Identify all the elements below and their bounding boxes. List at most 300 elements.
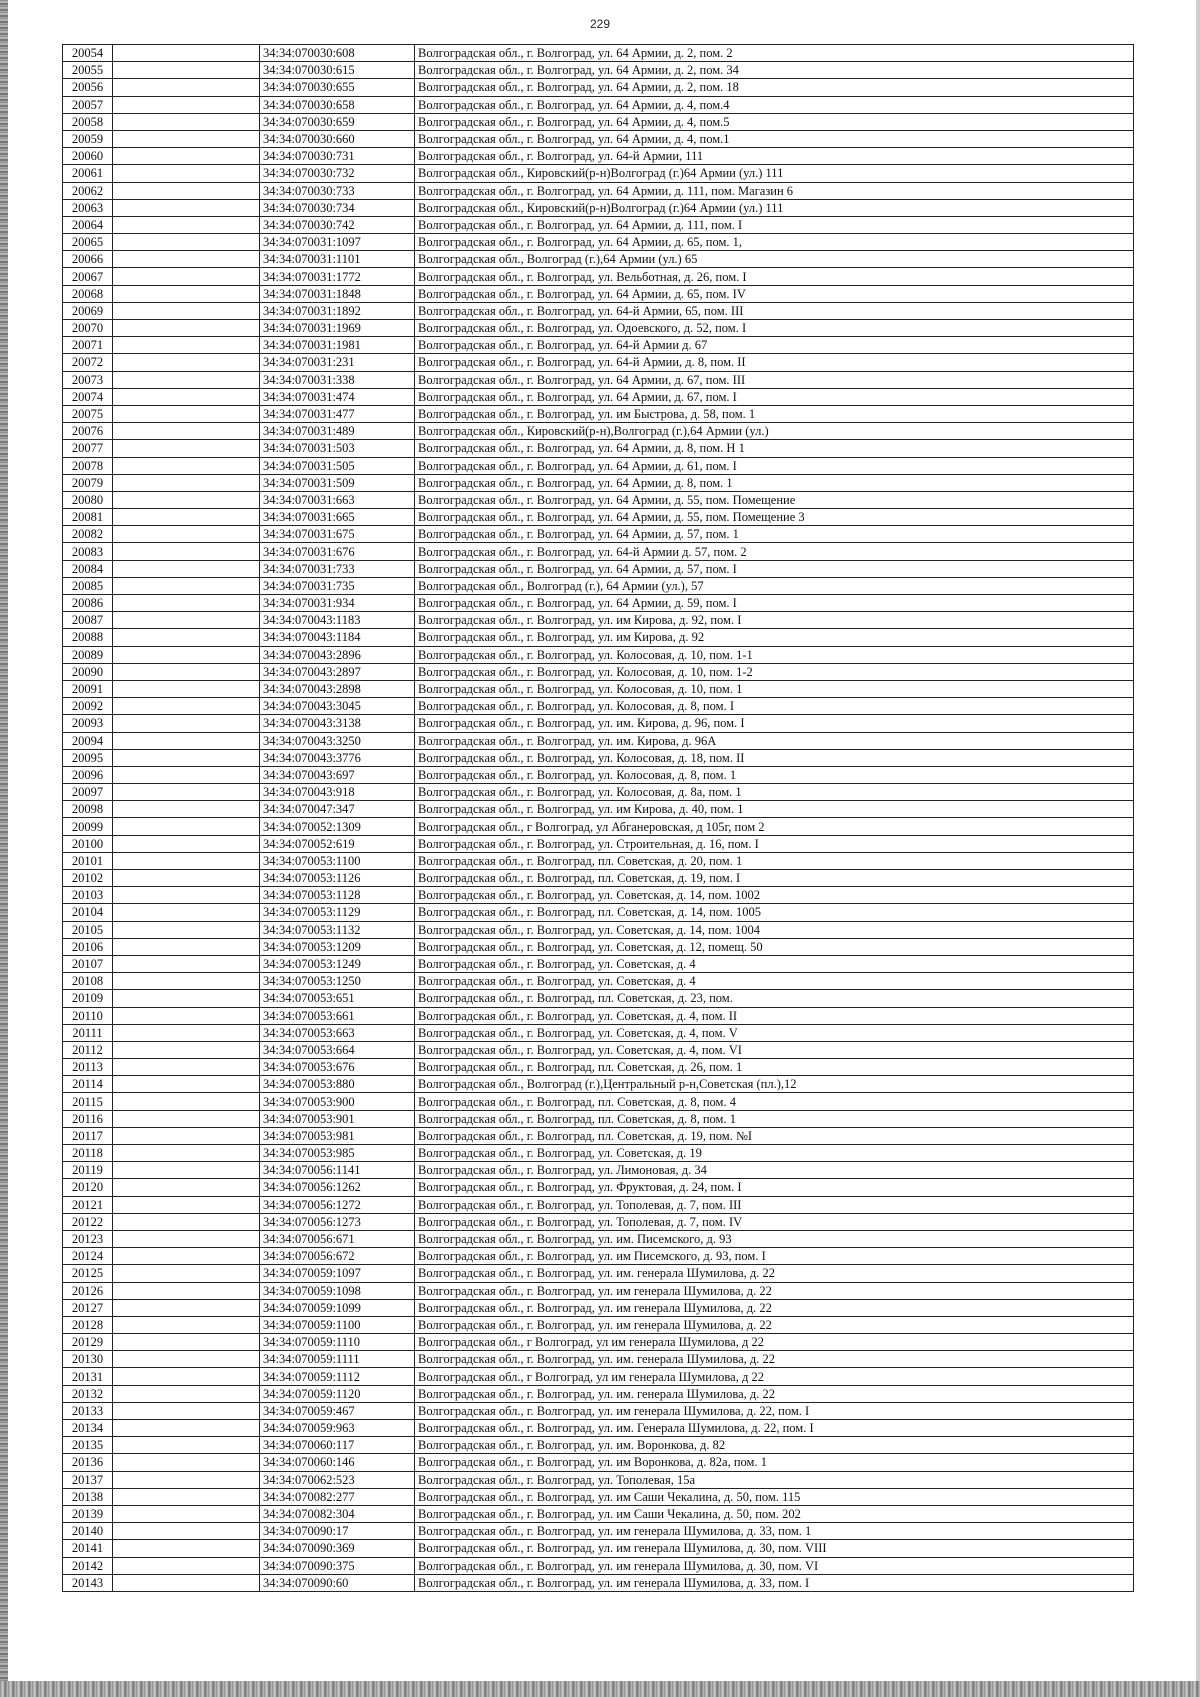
cadastral-number-cell: 34:34:070056:671 — [260, 1230, 415, 1247]
address-cell: Волгоградская обл., г. Волгоград, ул. Колосовая, д. 8, пом. 1 — [415, 766, 1134, 783]
empty-cell — [113, 1488, 260, 1505]
cadastral-number-cell: 34:34:070031:477 — [260, 405, 415, 422]
table-row — [63, 302, 1134, 319]
row-number-cell: 20111 — [63, 1024, 113, 1041]
address-cell: Волгоградская обл., г. Волгоград, ул. Советская, д. 4 — [415, 973, 1134, 990]
cadastral-number-cell: 34:34:070053:676 — [260, 1059, 415, 1076]
address-cell: Волгоградская обл., г. Волгоград, ул. Колосовая, д. 10, пом. 1-2 — [415, 663, 1134, 680]
row-number-cell: 20108 — [63, 973, 113, 990]
address-cell: Волгоградская обл., г. Волгоград, ул. им генерала Шумилова, д. 33, пом. 1 — [415, 1523, 1134, 1540]
row-number-cell: 20133 — [63, 1402, 113, 1419]
cadastral-number-cell: 34:34:070056:1273 — [260, 1213, 415, 1230]
empty-cell — [113, 784, 260, 801]
empty-cell — [113, 1196, 260, 1213]
empty-cell — [113, 1316, 260, 1333]
cadastral-number-cell: 34:34:070031:1101 — [260, 251, 415, 268]
table-row — [63, 1402, 1134, 1419]
cadastral-number-cell: 34:34:070059:1120 — [260, 1385, 415, 1402]
table-row — [63, 45, 1134, 62]
empty-cell — [113, 148, 260, 165]
row-number-cell: 20117 — [63, 1127, 113, 1144]
table-row — [63, 1024, 1134, 1041]
address-cell: Волгоградская обл., г. Волгоград, ул. 64 Армии, д. 4, пом.1 — [415, 130, 1134, 147]
row-number-cell: 20127 — [63, 1299, 113, 1316]
address-cell: Волгоградская обл., г. Волгоград, ул. 64 Армии, д. 111, пом. I — [415, 216, 1134, 233]
row-number-cell: 20121 — [63, 1196, 113, 1213]
table-row — [63, 148, 1134, 165]
cadastral-number-cell: 34:34:070053:1126 — [260, 870, 415, 887]
cadastral-number-cell: 34:34:070030:658 — [260, 96, 415, 113]
address-cell: Волгоградская обл., г. Волгоград, ул. Советская, д. 14, пом. 1004 — [415, 921, 1134, 938]
table-row — [63, 1334, 1134, 1351]
row-number-cell: 20088 — [63, 629, 113, 646]
empty-cell — [113, 1179, 260, 1196]
cadastral-number-cell: 34:34:070059:1097 — [260, 1265, 415, 1282]
address-cell: Волгоградская обл., г. Волгоград, пл. Советская, д. 8, пом. 4 — [415, 1093, 1134, 1110]
empty-cell — [113, 612, 260, 629]
table-row — [63, 320, 1134, 337]
row-number-cell: 20106 — [63, 938, 113, 955]
table-row — [63, 79, 1134, 96]
address-cell: Волгоградская обл., г. Волгоград, ул. им. Воронкова, д. 82 — [415, 1437, 1134, 1454]
empty-cell — [113, 1041, 260, 1058]
empty-cell — [113, 216, 260, 233]
table-row — [63, 1076, 1134, 1093]
table-row — [63, 423, 1134, 440]
cadastral-number-cell: 34:34:070090:375 — [260, 1557, 415, 1574]
address-cell: Волгоградская обл., г. Волгоград, ул. 64 Армии, д. 65, пом. 1, — [415, 234, 1134, 251]
cadastral-number-cell: 34:34:070060:146 — [260, 1454, 415, 1471]
cadastral-number-cell: 34:34:070053:900 — [260, 1093, 415, 1110]
row-number-cell: 20072 — [63, 354, 113, 371]
address-cell: Волгоградская обл., г. Волгоград, ул. Колосовая, д. 8, пом. I — [415, 698, 1134, 715]
address-cell: Волгоградская обл., г. Волгоград, ул. Советская, д. 4, пом. V — [415, 1024, 1134, 1041]
table-row — [63, 491, 1134, 508]
table-row — [63, 251, 1134, 268]
address-cell: Волгоградская обл., г. Волгоград, пл. Советская, д. 19, пом. №I — [415, 1127, 1134, 1144]
table-row — [63, 680, 1134, 697]
cadastral-number-cell: 34:34:070030:731 — [260, 148, 415, 165]
table-row — [63, 938, 1134, 955]
row-number-cell: 20095 — [63, 749, 113, 766]
row-number-cell: 20109 — [63, 990, 113, 1007]
cadastral-number-cell: 34:34:070043:2897 — [260, 663, 415, 680]
cadastral-number-cell: 34:34:070030:742 — [260, 216, 415, 233]
address-cell: Волгоградская обл., г. Волгоград, ул. им. генерала Шумилова, д. 22 — [415, 1385, 1134, 1402]
empty-cell — [113, 1248, 260, 1265]
registry-table — [62, 44, 1134, 1592]
cadastral-number-cell: 34:34:070031:509 — [260, 474, 415, 491]
cadastral-number-cell: 34:34:070059:1100 — [260, 1316, 415, 1333]
cadastral-number-cell: 34:34:070031:1097 — [260, 234, 415, 251]
address-cell: Волгоградская обл., г. Волгоград, ул. Советская, д. 14, пом. 1002 — [415, 887, 1134, 904]
row-number-cell: 20060 — [63, 148, 113, 165]
scan-edge-bottom — [0, 1681, 1200, 1697]
table-row — [63, 543, 1134, 560]
row-number-cell: 20112 — [63, 1041, 113, 1058]
row-number-cell: 20140 — [63, 1523, 113, 1540]
address-cell: Волгоградская обл., г. Волгоград, ул. 64 Армии, д. 2, пом. 18 — [415, 79, 1134, 96]
empty-cell — [113, 629, 260, 646]
address-cell: Волгоградская обл., г. Волгоград, ул. им Воронкова, д. 82а, пом. 1 — [415, 1454, 1134, 1471]
empty-cell — [113, 818, 260, 835]
cadastral-number-cell: 34:34:070030:733 — [260, 182, 415, 199]
row-number-cell: 20055 — [63, 62, 113, 79]
table-row — [63, 1420, 1134, 1437]
row-number-cell: 20136 — [63, 1454, 113, 1471]
empty-cell — [113, 921, 260, 938]
row-number-cell: 20129 — [63, 1334, 113, 1351]
row-number-cell: 20066 — [63, 251, 113, 268]
row-number-cell: 20081 — [63, 509, 113, 526]
empty-cell — [113, 1162, 260, 1179]
cadastral-number-cell: 34:34:070031:474 — [260, 388, 415, 405]
empty-cell — [113, 870, 260, 887]
row-number-cell: 20079 — [63, 474, 113, 491]
cadastral-number-cell: 34:34:070053:664 — [260, 1041, 415, 1058]
cadastral-number-cell: 34:34:070030:660 — [260, 130, 415, 147]
cadastral-number-cell: 34:34:070053:1250 — [260, 973, 415, 990]
empty-cell — [113, 1471, 260, 1488]
empty-cell — [113, 423, 260, 440]
address-cell: Волгоградская обл., г. Волгоград, ул. 64 Армии, д. 57, пом. 1 — [415, 526, 1134, 543]
table-row — [63, 1162, 1134, 1179]
row-number-cell: 20086 — [63, 595, 113, 612]
address-cell: Волгоградская обл., г. Волгоград, ул. Вельботная, д. 26, пом. I — [415, 268, 1134, 285]
cadastral-number-cell: 34:34:070043:1183 — [260, 612, 415, 629]
row-number-cell: 20113 — [63, 1059, 113, 1076]
cadastral-number-cell: 34:34:070030:659 — [260, 113, 415, 130]
table-row — [63, 904, 1134, 921]
table-row — [63, 182, 1134, 199]
address-cell: Волгоградская обл., г. Волгоград, пл. Советская, д. 26, пом. 1 — [415, 1059, 1134, 1076]
address-cell: Волгоградская обл., г. Волгоград, ул. 64 Армии, д. 2, пом. 34 — [415, 62, 1134, 79]
address-cell: Волгоградская обл., г. Волгоград, ул. 64 Армии, д. 67, пом. III — [415, 371, 1134, 388]
table-row — [63, 595, 1134, 612]
table-row — [63, 337, 1134, 354]
cadastral-number-cell: 34:34:070053:901 — [260, 1110, 415, 1127]
table-row — [63, 1179, 1134, 1196]
table-row — [63, 852, 1134, 869]
empty-cell — [113, 1540, 260, 1557]
cadastral-number-cell: 34:34:070043:3776 — [260, 749, 415, 766]
table-row — [63, 268, 1134, 285]
row-number-cell: 20104 — [63, 904, 113, 921]
address-cell: Волгоградская обл., г. Волгоград, ул. Колосовая, д. 18, пом. II — [415, 749, 1134, 766]
empty-cell — [113, 388, 260, 405]
cadastral-number-cell: 34:34:070030:615 — [260, 62, 415, 79]
cadastral-number-cell: 34:34:070053:1100 — [260, 852, 415, 869]
table-row — [63, 1145, 1134, 1162]
address-cell: Волгоградская обл., г. Волгоград, ул. 64 Армии, д. 55, пом. Помещение 3 — [415, 509, 1134, 526]
address-cell: Волгоградская обл., г. Волгоград, ул. им Кирова, д. 92, пом. I — [415, 612, 1134, 629]
table-row — [63, 1265, 1134, 1282]
table-row — [63, 440, 1134, 457]
address-cell: Волгоградская обл., г. Волгоград, ул. 64-й Армии д. 67 — [415, 337, 1134, 354]
row-number-cell: 20064 — [63, 216, 113, 233]
empty-cell — [113, 955, 260, 972]
table-row — [63, 1454, 1134, 1471]
address-cell: Волгоградская обл., г. Волгоград, ул. им генерала Шумилова, д. 30, пом. VIII — [415, 1540, 1134, 1557]
address-cell: Волгоградская обл., г. Волгоград, ул. Советская, д. 19 — [415, 1145, 1134, 1162]
cadastral-number-cell: 34:34:070031:489 — [260, 423, 415, 440]
cadastral-number-cell: 34:34:070030:608 — [260, 45, 415, 62]
row-number-cell: 20065 — [63, 234, 113, 251]
cadastral-number-cell: 34:34:070090:60 — [260, 1574, 415, 1591]
address-cell: Волгоградская обл., г. Волгоград, ул. им Кирова, д. 92 — [415, 629, 1134, 646]
cadastral-number-cell: 34:34:070043:3045 — [260, 698, 415, 715]
table-row — [63, 405, 1134, 422]
cadastral-number-cell: 34:34:070053:880 — [260, 1076, 415, 1093]
table-row — [63, 285, 1134, 302]
empty-cell — [113, 354, 260, 371]
address-cell: Волгоградская обл., г. Волгоград, ул. 64 Армии, д. 57, пом. I — [415, 560, 1134, 577]
empty-cell — [113, 320, 260, 337]
cadastral-number-cell: 34:34:070059:1111 — [260, 1351, 415, 1368]
row-number-cell: 20142 — [63, 1557, 113, 1574]
row-number-cell: 20107 — [63, 955, 113, 972]
address-cell: Волгоградская обл., г. Волгоград, ул. 64-й Армии, 111 — [415, 148, 1134, 165]
page-number: 229 — [589, 17, 611, 31]
empty-cell — [113, 474, 260, 491]
address-cell: Волгоградская обл., г. Волгоград, ул. 64-й Армии д. 57, пом. 2 — [415, 543, 1134, 560]
row-number-cell: 20098 — [63, 801, 113, 818]
empty-cell — [113, 904, 260, 921]
address-cell: Волгоградская обл., г. Волгоград, ул. Советская, д. 4, пом. VI — [415, 1041, 1134, 1058]
table-row — [63, 955, 1134, 972]
table-row — [63, 1574, 1134, 1591]
row-number-cell: 20068 — [63, 285, 113, 302]
address-cell: Волгоградская обл., г. Волгоград, ул. 64-й Армии, 65, пом. III — [415, 302, 1134, 319]
address-cell: Волгоградская обл., г. Волгоград, ул. Лимоновая, д. 34 — [415, 1162, 1134, 1179]
row-number-cell: 20105 — [63, 921, 113, 938]
address-cell: Волгоградская обл., г. Волгоград, ул. 64 Армии, д. 8, пом. Н 1 — [415, 440, 1134, 457]
empty-cell — [113, 1265, 260, 1282]
empty-cell — [113, 1093, 260, 1110]
empty-cell — [113, 852, 260, 869]
table-row — [63, 870, 1134, 887]
row-number-cell: 20057 — [63, 96, 113, 113]
empty-cell — [113, 285, 260, 302]
cadastral-number-cell: 34:34:070082:277 — [260, 1488, 415, 1505]
empty-cell — [113, 1024, 260, 1041]
row-number-cell: 20054 — [63, 45, 113, 62]
table-row — [63, 1557, 1134, 1574]
empty-cell — [113, 45, 260, 62]
cadastral-number-cell: 34:34:070053:981 — [260, 1127, 415, 1144]
table-row — [63, 732, 1134, 749]
table-row — [63, 1127, 1134, 1144]
row-number-cell: 20110 — [63, 1007, 113, 1024]
row-number-cell: 20070 — [63, 320, 113, 337]
empty-cell — [113, 1059, 260, 1076]
cadastral-number-cell: 34:34:070031:675 — [260, 526, 415, 543]
table-row — [63, 1488, 1134, 1505]
address-cell: Волгоградская обл., г. Волгоград, ул. им Саши Чекалина, д. 50, пом. 115 — [415, 1488, 1134, 1505]
cadastral-number-cell: 34:34:070031:1848 — [260, 285, 415, 302]
address-cell: Волгоградская обл., г. Волгоград, ул. им генерала Шумилова, д. 30, пом. VI — [415, 1557, 1134, 1574]
empty-cell — [113, 749, 260, 766]
empty-cell — [113, 766, 260, 783]
table-row — [63, 62, 1134, 79]
table-row — [63, 577, 1134, 594]
cadastral-number-cell: 34:34:070031:503 — [260, 440, 415, 457]
row-number-cell: 20122 — [63, 1213, 113, 1230]
address-cell: Волгоградская обл., г Волгоград, ул им генерала Шумилова, д 22 — [415, 1334, 1134, 1351]
table-row — [63, 784, 1134, 801]
empty-cell — [113, 113, 260, 130]
cadastral-number-cell: 34:34:070030:732 — [260, 165, 415, 182]
cadastral-number-cell: 34:34:070056:1272 — [260, 1196, 415, 1213]
address-cell: Волгоградская обл., г. Волгоград, ул. Колосовая, д. 10, пом. 1-1 — [415, 646, 1134, 663]
row-number-cell: 20132 — [63, 1385, 113, 1402]
empty-cell — [113, 663, 260, 680]
table-row — [63, 612, 1134, 629]
cadastral-number-cell: 34:34:070030:734 — [260, 199, 415, 216]
cadastral-number-cell: 34:34:070053:985 — [260, 1145, 415, 1162]
address-cell: Волгоградская обл., г. Волгоград, пл. Советская, д. 8, пом. 1 — [415, 1110, 1134, 1127]
table-row — [63, 234, 1134, 251]
row-number-cell: 20094 — [63, 732, 113, 749]
address-cell: Волгоградская обл., г. Волгоград, ул. Советская, д. 12, помещ. 50 — [415, 938, 1134, 955]
empty-cell — [113, 646, 260, 663]
table-row — [63, 1196, 1134, 1213]
empty-cell — [113, 1076, 260, 1093]
cadastral-number-cell: 34:34:070059:1112 — [260, 1368, 415, 1385]
empty-cell — [113, 1282, 260, 1299]
empty-cell — [113, 1351, 260, 1368]
table-row — [63, 698, 1134, 715]
address-cell: Волгоградская обл., г. Волгоград, ул. им генерала Шумилова, д. 22 — [415, 1299, 1134, 1316]
empty-cell — [113, 371, 260, 388]
cadastral-number-cell: 34:34:070031:1969 — [260, 320, 415, 337]
cadastral-number-cell: 34:34:070031:338 — [260, 371, 415, 388]
address-cell: Волгоградская обл., г. Волгоград, ул. им. генерала Шумилова, д. 22 — [415, 1265, 1134, 1282]
cadastral-number-cell: 34:34:070056:1141 — [260, 1162, 415, 1179]
cadastral-number-cell: 34:34:070031:1772 — [260, 268, 415, 285]
empty-cell — [113, 491, 260, 508]
row-number-cell: 20131 — [63, 1368, 113, 1385]
address-cell: Волгоградская обл., г Волгоград, ул им генерала Шумилова, д 22 — [415, 1368, 1134, 1385]
empty-cell — [113, 1110, 260, 1127]
address-cell: Волгоградская обл., г. Волгоград, ул. 64 Армии, д. 2, пом. 2 — [415, 45, 1134, 62]
row-number-cell: 20100 — [63, 835, 113, 852]
table-row — [63, 560, 1134, 577]
table-row — [63, 973, 1134, 990]
row-number-cell: 20130 — [63, 1351, 113, 1368]
empty-cell — [113, 165, 260, 182]
cadastral-number-cell: 34:34:070031:663 — [260, 491, 415, 508]
address-cell: Волгоградская обл., г. Волгоград, пл. Советская, д. 14, пом. 1005 — [415, 904, 1134, 921]
cadastral-number-cell: 34:34:070059:1098 — [260, 1282, 415, 1299]
empty-cell — [113, 337, 260, 354]
row-number-cell: 20143 — [63, 1574, 113, 1591]
empty-cell — [113, 1574, 260, 1591]
address-cell: Волгоградская обл., г. Волгоград, ул. 64 Армии, д. 111, пом. Магазин 6 — [415, 182, 1134, 199]
empty-cell — [113, 1402, 260, 1419]
table-row — [63, 509, 1134, 526]
scan-edge-left — [0, 0, 8, 1697]
cadastral-number-cell: 34:34:070031:934 — [260, 595, 415, 612]
row-number-cell: 20087 — [63, 612, 113, 629]
address-cell: Волгоградская обл., г. Волгоград, ул. Тополевая, д. 7, пом. III — [415, 1196, 1134, 1213]
address-cell: Волгоградская обл., г. Волгоград, ул. им. Кирова, д. 96А — [415, 732, 1134, 749]
cadastral-number-cell: 34:34:070043:697 — [260, 766, 415, 783]
row-number-cell: 20062 — [63, 182, 113, 199]
empty-cell — [113, 1299, 260, 1316]
empty-cell — [113, 1454, 260, 1471]
cadastral-number-cell: 34:34:070031:735 — [260, 577, 415, 594]
table-row — [63, 835, 1134, 852]
row-number-cell: 20128 — [63, 1316, 113, 1333]
scan-edge-right — [1196, 0, 1200, 1697]
empty-cell — [113, 199, 260, 216]
address-cell: Волгоградская обл., г. Волгоград, ул. им Саши Чекалина, д. 50, пом. 202 — [415, 1505, 1134, 1522]
table-row — [63, 1299, 1134, 1316]
table-row — [63, 371, 1134, 388]
address-cell: Волгоградская обл., г. Волгоград, ул. им. генерала Шумилова, д. 22 — [415, 1351, 1134, 1368]
cadastral-number-cell: 34:34:070052:1309 — [260, 818, 415, 835]
table-row — [63, 766, 1134, 783]
cadastral-number-cell: 34:34:070043:2896 — [260, 646, 415, 663]
address-cell: Волгоградская обл., г Волгоград, ул Абганеровская, д 105г, пом 2 — [415, 818, 1134, 835]
table-row — [63, 96, 1134, 113]
row-number-cell: 20092 — [63, 698, 113, 715]
empty-cell — [113, 680, 260, 697]
cadastral-number-cell: 34:34:070043:3138 — [260, 715, 415, 732]
row-number-cell: 20090 — [63, 663, 113, 680]
address-cell: Волгоградская обл., г. Волгоград, ул. им генерала Шумилова, д. 22 — [415, 1316, 1134, 1333]
address-cell: Волгоградская обл., г. Волгоград, ул. Советская, д. 4, пом. II — [415, 1007, 1134, 1024]
table-row — [63, 1110, 1134, 1127]
cadastral-number-cell: 34:34:070043:1184 — [260, 629, 415, 646]
row-number-cell: 20120 — [63, 1179, 113, 1196]
table-row — [63, 354, 1134, 371]
row-number-cell: 20089 — [63, 646, 113, 663]
cadastral-number-cell: 34:34:070062:523 — [260, 1471, 415, 1488]
cadastral-number-cell: 34:34:070059:963 — [260, 1420, 415, 1437]
row-number-cell: 20141 — [63, 1540, 113, 1557]
address-cell: Волгоградская обл., г. Волгоград, ул. 64 Армии, д. 67, пом. I — [415, 388, 1134, 405]
row-number-cell: 20134 — [63, 1420, 113, 1437]
empty-cell — [113, 1385, 260, 1402]
row-number-cell: 20069 — [63, 302, 113, 319]
table-row — [63, 990, 1134, 1007]
cadastral-number-cell: 34:34:070059:467 — [260, 1402, 415, 1419]
empty-cell — [113, 1127, 260, 1144]
cadastral-number-cell: 34:34:070082:304 — [260, 1505, 415, 1522]
row-number-cell: 20076 — [63, 423, 113, 440]
cadastral-number-cell: 34:34:070090:17 — [260, 1523, 415, 1540]
table-row — [63, 1351, 1134, 1368]
row-number-cell: 20137 — [63, 1471, 113, 1488]
empty-cell — [113, 595, 260, 612]
cadastral-number-cell: 34:34:070031:1892 — [260, 302, 415, 319]
table-row — [63, 1505, 1134, 1522]
empty-cell — [113, 732, 260, 749]
address-cell: Волгоградская обл., Волгоград (г.),Центральный р-н,Советская (пл.),12 — [415, 1076, 1134, 1093]
row-number-cell: 20135 — [63, 1437, 113, 1454]
cadastral-number-cell: 34:34:070053:663 — [260, 1024, 415, 1041]
empty-cell — [113, 887, 260, 904]
table-row — [63, 457, 1134, 474]
row-number-cell: 20059 — [63, 130, 113, 147]
empty-cell — [113, 234, 260, 251]
row-number-cell: 20119 — [63, 1162, 113, 1179]
cadastral-number-cell: 34:34:070031:231 — [260, 354, 415, 371]
row-number-cell: 20083 — [63, 543, 113, 560]
table-row — [63, 130, 1134, 147]
